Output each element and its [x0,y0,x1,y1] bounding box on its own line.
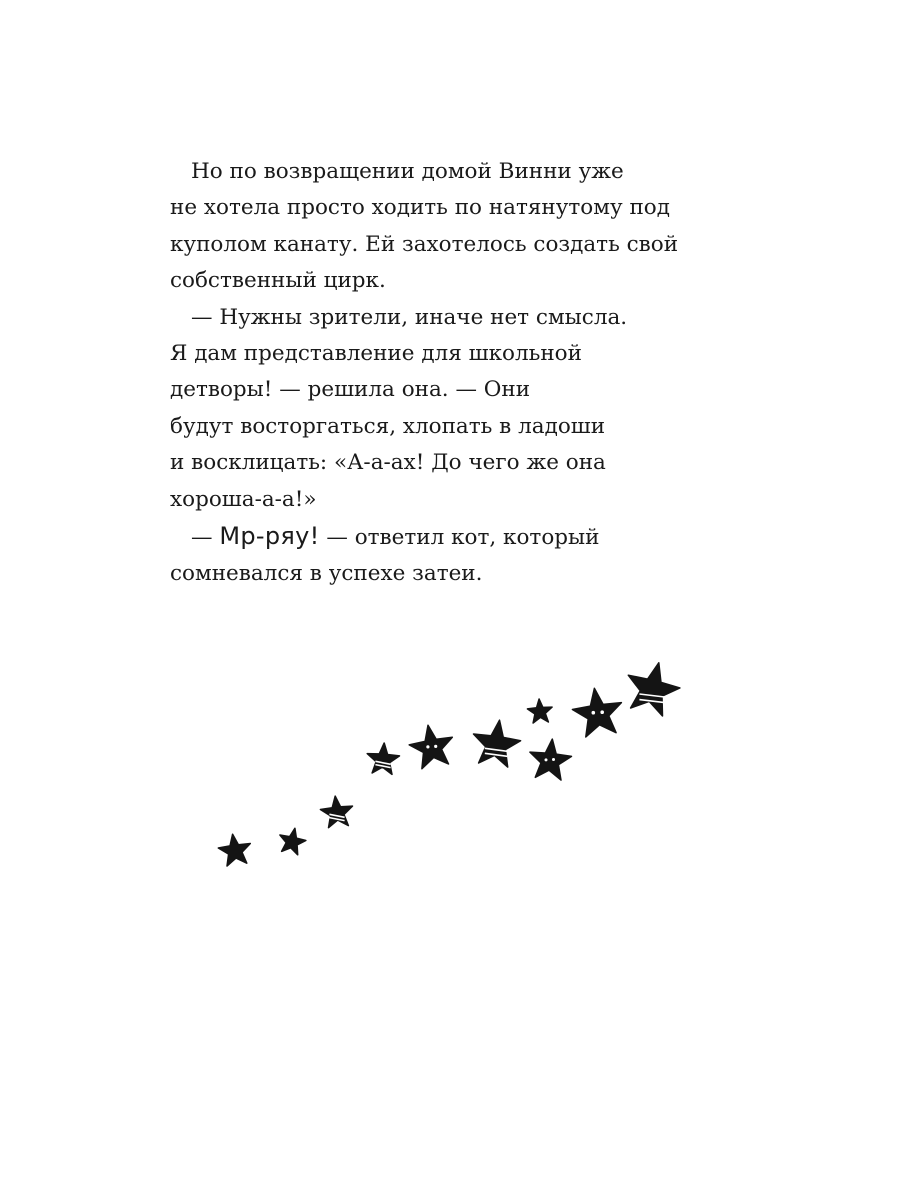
star-icon [320,796,352,828]
star-eye [552,758,555,761]
star-shape [218,834,250,866]
star-eye [600,710,604,714]
star-icon [367,743,399,774]
star-shape [409,725,452,768]
star-shape [572,688,621,737]
text-line: и восклицать: «А-а-ах! До чего же она [170,450,606,476]
star-shape [628,663,680,716]
text-line: Я дам представление для школьной [170,341,582,367]
star-shape [530,739,572,780]
star-shape [367,743,399,774]
text-line: будут восторгаться, хлопать в ладоши [170,413,606,439]
text-line: Но по возвращении домой Винни уже [191,159,624,184]
star-icon [409,725,452,768]
star-eye [592,711,596,715]
star-shape [527,699,552,723]
star-icon [527,699,552,723]
text-line: куполом канату. Ей захотелось создать свой [170,231,679,257]
text-line: детворы! — решила она. — Они [170,377,531,403]
star-icon [280,828,306,855]
star-icon [628,663,680,716]
dash: — [191,525,220,551]
text-line: собственный цирк. [170,268,386,294]
dialogue-rest: — ответил кот, который [319,525,600,551]
star-shape [280,828,306,855]
text-line: сомневался в успехе затеи. [170,561,483,587]
text-line: — Нужны зрители, иначе нет смысла. [191,304,628,330]
star-shape [320,796,352,828]
cat-sound: Мр-ряу! [219,522,320,551]
star-eye [434,745,437,748]
star-eye [426,745,429,748]
star-eye [545,758,548,761]
star-icon [572,688,621,737]
text-line: хороша-а-а!» [170,486,317,512]
star-icon [218,834,250,866]
star-icon [530,739,572,780]
star-icon [474,720,521,767]
star-shape [474,720,521,767]
text-line: не хотела просто ходить по натянутому под [170,195,670,221]
